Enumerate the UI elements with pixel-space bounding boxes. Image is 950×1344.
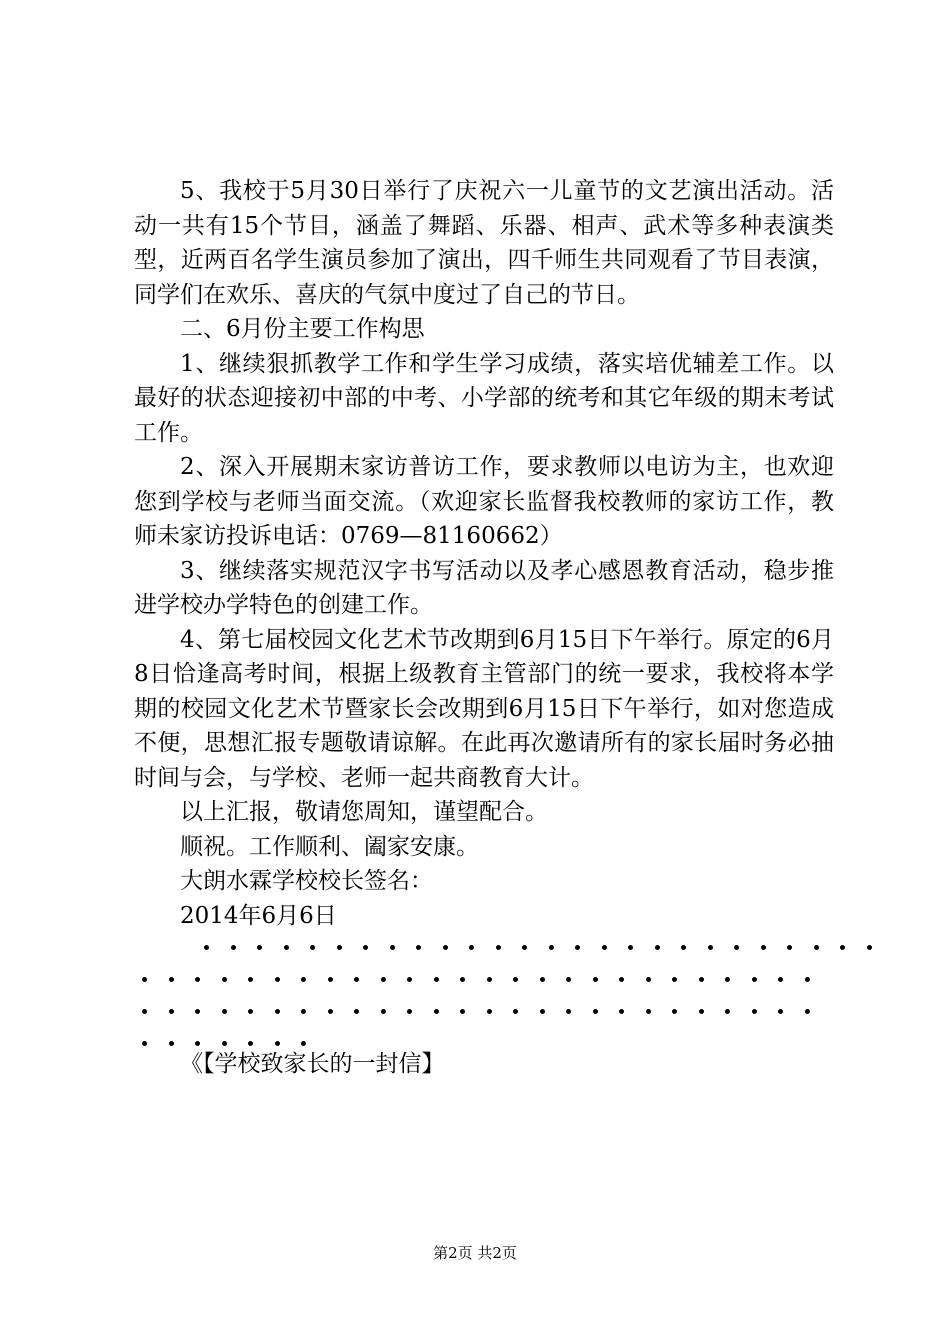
- separator-dot: [275, 1041, 280, 1046]
- separator-dot: [778, 1009, 783, 1014]
- separator-dot: [725, 1009, 730, 1014]
- separator-dot: [416, 945, 421, 950]
- separator-dot: [169, 1041, 174, 1046]
- separator-dot: [142, 977, 147, 982]
- separator-dot: [248, 1041, 253, 1046]
- separator-dot: [708, 945, 713, 950]
- separator-dot: [434, 977, 439, 982]
- separator-dot: [231, 945, 236, 950]
- separator-dot: [169, 977, 174, 982]
- separator-dot: [169, 1009, 174, 1014]
- separator-dot: [699, 1009, 704, 1014]
- separator-dot: [354, 977, 359, 982]
- separator-dot: [469, 945, 474, 950]
- separator-dot: [513, 977, 518, 982]
- separator-dot: [390, 945, 395, 950]
- letter-title-link[interactable]: 《【学校致家长的一封信】: [180, 1051, 445, 1077]
- paragraph-plan-3: 3、继续落实规范汉字书写活动以及孝心感恩教育活动，稳步推进学校办学特色的创建工作。: [134, 557, 834, 618]
- separator-dot: [328, 1009, 333, 1014]
- separator-dot: [672, 977, 677, 982]
- separator-dot: [363, 945, 368, 950]
- separator-dot: [681, 945, 686, 950]
- separator-dot: [204, 945, 209, 950]
- separator-dot: [487, 977, 492, 982]
- separator-dot: [328, 977, 333, 982]
- separator-dot: [814, 945, 819, 950]
- separator-dot: [672, 1009, 677, 1014]
- separator-dot: [566, 977, 571, 982]
- dotted-separator: [134, 939, 834, 1043]
- separator-dot: [867, 945, 872, 950]
- separator-dot: [725, 977, 730, 982]
- greeting-line: 顺祝。工作顺利、阖家安康。: [180, 833, 479, 860]
- separator-dot: [460, 977, 465, 982]
- signature-line: 大朗水霖学校校长签名：: [180, 868, 433, 894]
- date-line: 2014年6月6日: [180, 902, 337, 929]
- separator-dot: [284, 945, 289, 950]
- separator-dot: [805, 977, 810, 982]
- separator-dot: [628, 945, 633, 950]
- separator-dot: [655, 945, 660, 950]
- separator-dot: [301, 977, 306, 982]
- separator-dot: [275, 1009, 280, 1014]
- separator-dot: [699, 977, 704, 982]
- separator-dot: [195, 1041, 200, 1046]
- separator-dot: [248, 1009, 253, 1014]
- separator-dot: [248, 977, 253, 982]
- separator-dot: [805, 1009, 810, 1014]
- separator-dot: [195, 1009, 200, 1014]
- separator-dot: [496, 945, 501, 950]
- paragraph-plan-1: 1、继续狠抓教学工作和学生学习成绩，落实培优辅差工作。以最好的状态迎接初中部的中考、小学部的统考和其它年级的期末考试工作。: [134, 350, 834, 446]
- separator-dot: [787, 945, 792, 950]
- paragraph-plan-2: 2、深入开展期末家访普访工作，要求教师以电访为主，也欢迎您到学校与老师当面交流。（欢迎家长监督我校教师的家访工作，教师未家访投诉电话：0769—81160662）: [134, 454, 834, 549]
- separator-dot: [575, 945, 580, 950]
- separator-dot: [443, 945, 448, 950]
- paragraph-plan-4: 4、第七届校园文化艺术节改期到6月15日下午举行。原定的6月8日恰逢高考时间，根据上级教育主管部门的统一要求，我校将本学期的校园文化艺术节暨家长会改期到6月15日下午举行，如对您造成不便，思想汇报专题敬请谅解。在此再次邀请所有的家长届时务必抽时间与会，与学校、老师一起共商教育大计。: [134, 626, 834, 791]
- separator-dot: [540, 977, 545, 982]
- separator-dot: [222, 1009, 227, 1014]
- separator-dot: [593, 1009, 598, 1014]
- separator-dot: [275, 977, 280, 982]
- separator-dot: [407, 1009, 412, 1014]
- separator-dot: [142, 1009, 147, 1014]
- page-footer: 第2页 共2页: [433, 1244, 517, 1262]
- separator-dot: [566, 1009, 571, 1014]
- separator-dot: [460, 1009, 465, 1014]
- separator-dot: [487, 1009, 492, 1014]
- separator-dot: [593, 977, 598, 982]
- separator-dot: [310, 945, 315, 950]
- separator-dot: [142, 1041, 147, 1046]
- separator-dot: [381, 1009, 386, 1014]
- separator-dot: [337, 945, 342, 950]
- separator-dot: [646, 1009, 651, 1014]
- separator-dot: [407, 977, 412, 982]
- separator-dot: [761, 945, 766, 950]
- separator-dot: [646, 977, 651, 982]
- separator-dot: [752, 977, 757, 982]
- closing-line: 以上汇报，敬请您周知，谨望配合。: [180, 799, 548, 825]
- separator-dot: [434, 1009, 439, 1014]
- separator-dot: [222, 977, 227, 982]
- separator-dot: [354, 1009, 359, 1014]
- section-heading: 二、6月份主要工作构思: [180, 316, 425, 342]
- separator-dot: [734, 945, 739, 950]
- paragraph-item-5: 5、我校于5月30日举行了庆祝六一儿童节的文艺演出活动。活动一共有15个节目，涵盖了舞蹈、乐器、相声、武术等多种表演类型，近两百名学生演员参加了演出，四千师生共同观看了节目表演，同学们在欢乐、喜庆的气氛中度过了自己的节日。: [134, 178, 834, 308]
- separator-dot: [195, 977, 200, 982]
- separator-dot: [619, 1009, 624, 1014]
- separator-dot: [222, 1041, 227, 1046]
- separator-dot: [381, 977, 386, 982]
- separator-dot: [257, 945, 262, 950]
- separator-dot: [522, 945, 527, 950]
- separator-dot: [301, 1041, 306, 1046]
- document-body: [134, 174, 834, 1082]
- separator-dot: [752, 1009, 757, 1014]
- separator-dot: [540, 1009, 545, 1014]
- separator-dot: [840, 945, 845, 950]
- separator-dot: [549, 945, 554, 950]
- separator-dot: [513, 1009, 518, 1014]
- separator-dot: [602, 945, 607, 950]
- separator-dot: [778, 977, 783, 982]
- separator-dot: [301, 1009, 306, 1014]
- separator-dot: [619, 977, 624, 982]
